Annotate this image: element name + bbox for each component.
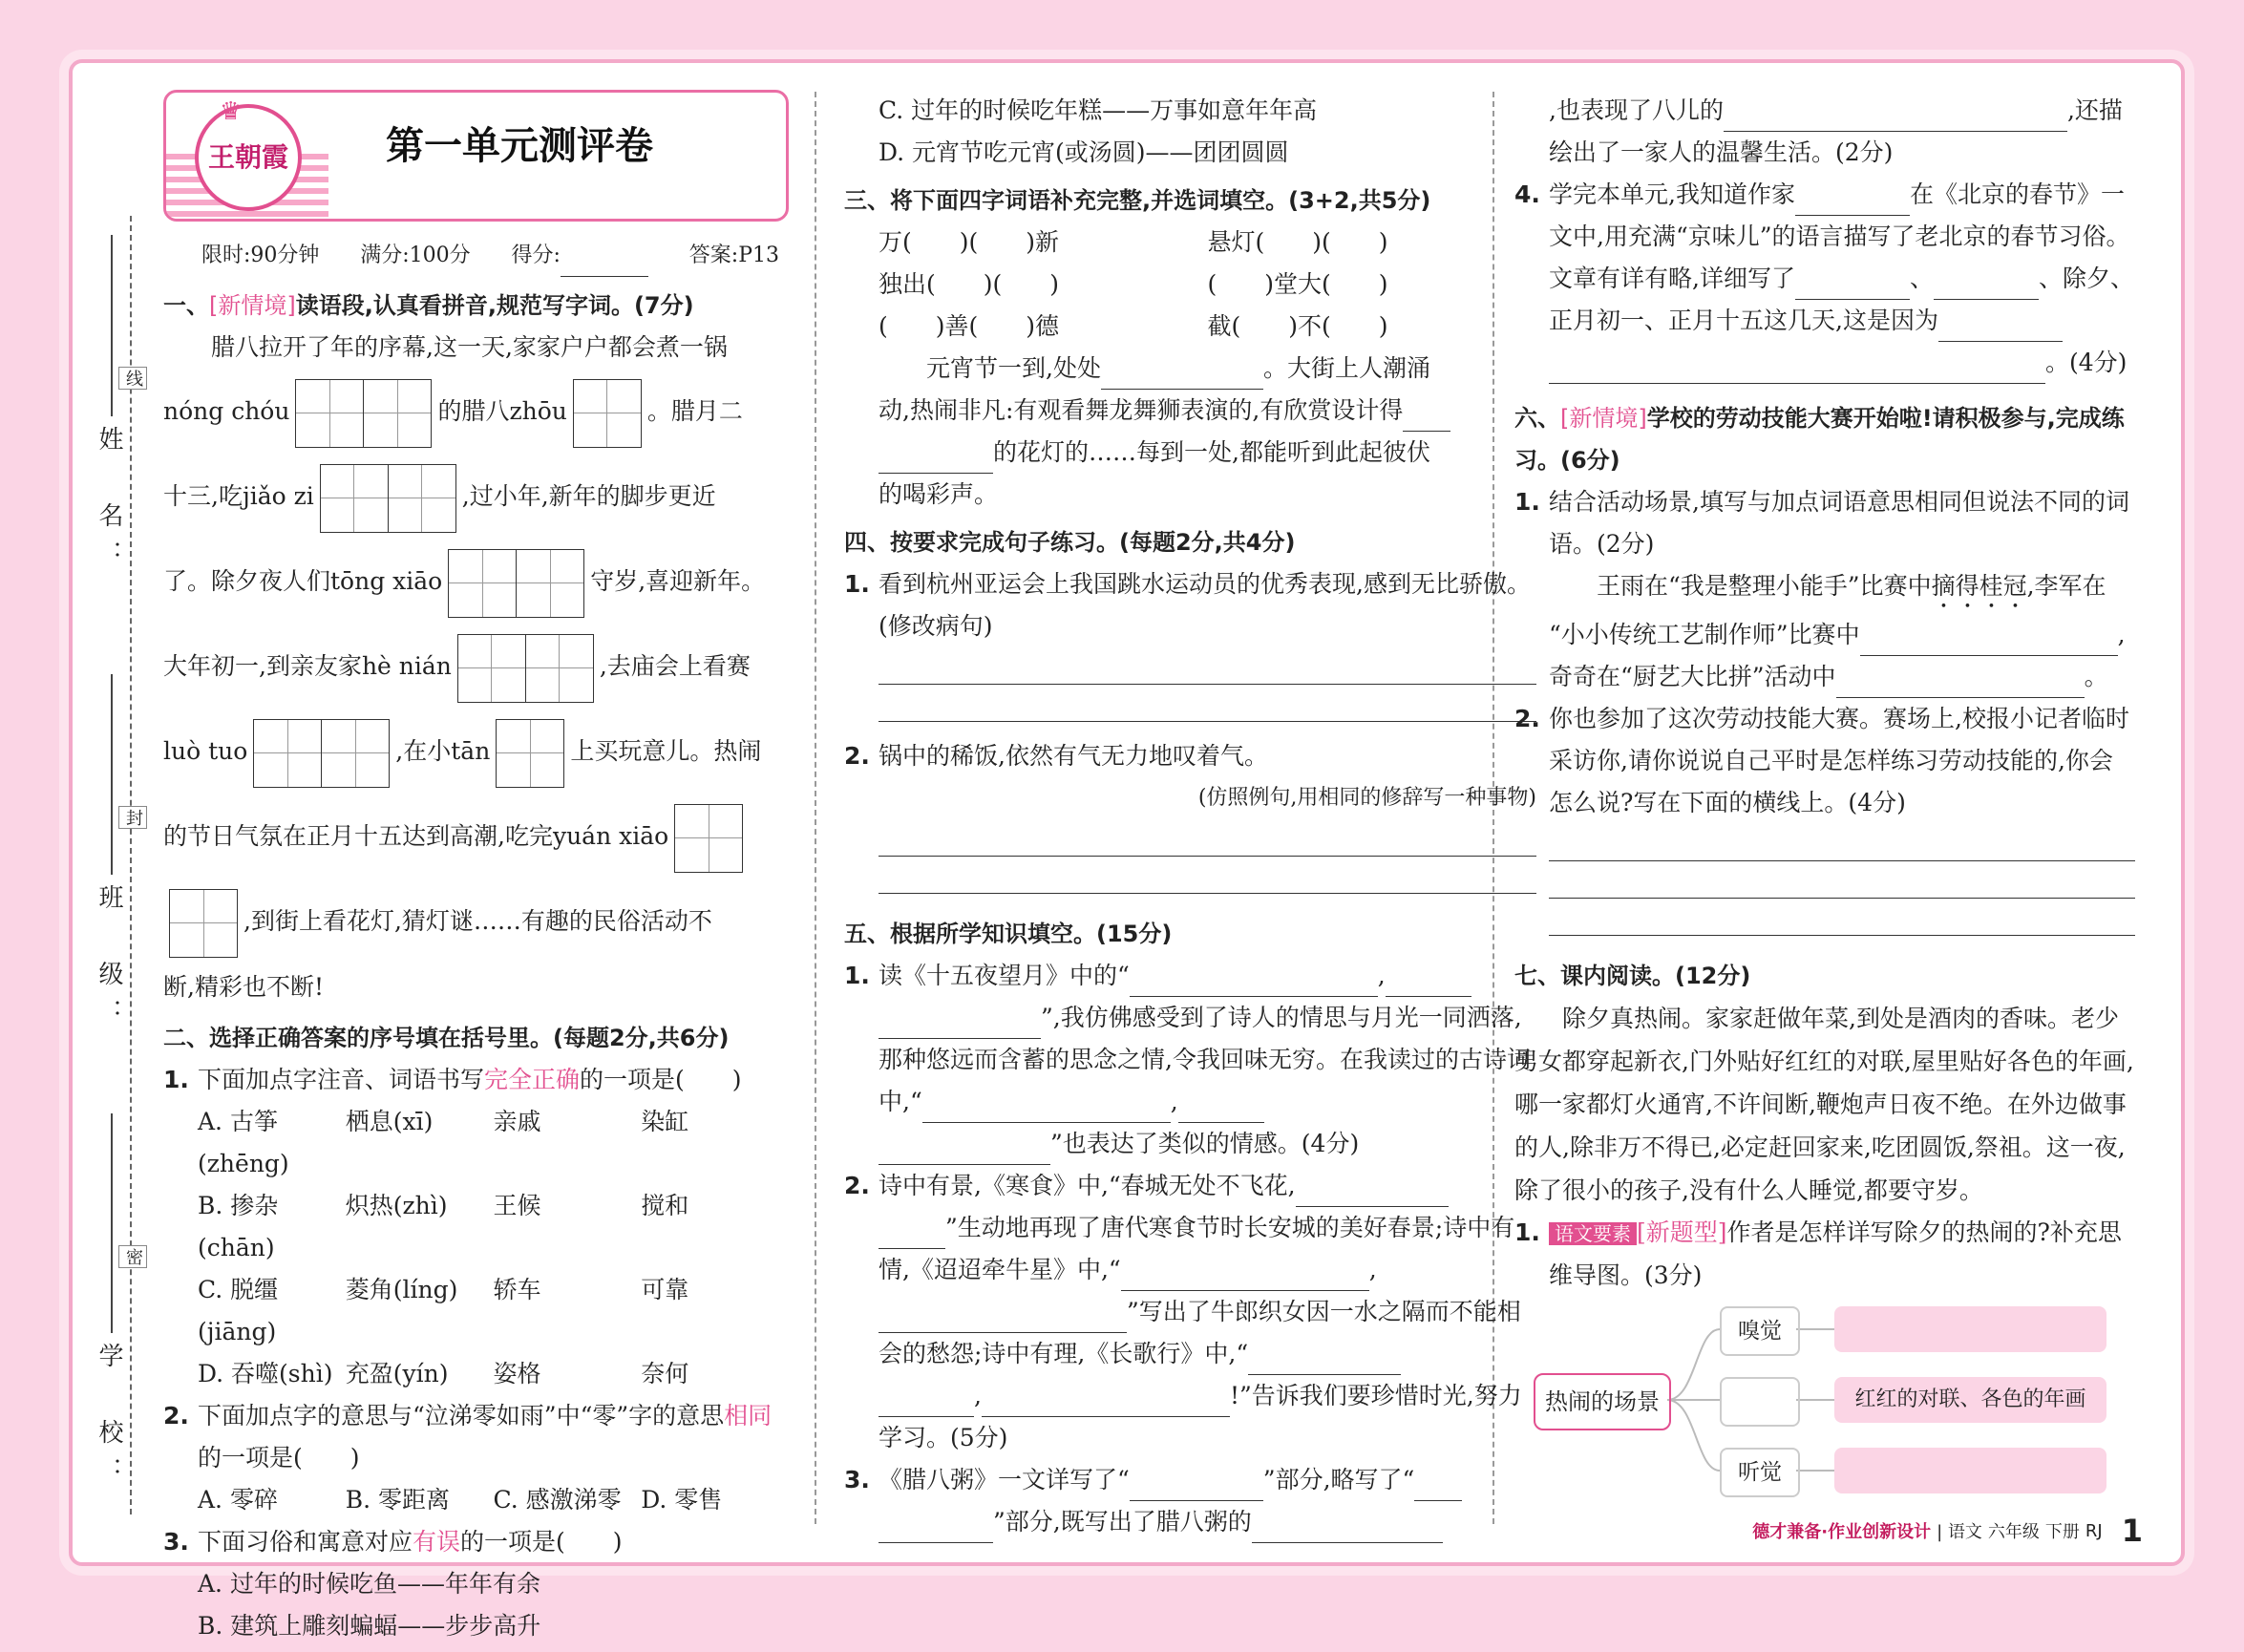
page-title: 第一单元测评卷 — [386, 124, 653, 168]
answer-line[interactable] — [1549, 861, 2135, 899]
answer-blank[interactable] — [1549, 358, 2045, 384]
mind-map — [1514, 1306, 2135, 1497]
s6-question-1: 1. 结合活动场景,填写与加点词语意思相同但说法不同的词语。(2分) — [1514, 488, 2129, 558]
answer-line[interactable] — [1549, 899, 2135, 936]
answer-blank[interactable] — [982, 1391, 1230, 1417]
s1-para: 腊八拉开了年的序幕,这一天,家家户户都会煮一锅 — [211, 333, 728, 361]
mind-leaf-sight: 红红的对联、各色的年画 — [1834, 1377, 2106, 1423]
char-grid[interactable] — [573, 379, 642, 448]
section-4-title: 四、按要求完成句子练习。(每题2分,共4分) — [844, 529, 1296, 556]
s5-question-1: 1. 读《十五夜望月》中的“ , ”,我仿佛感受到了诗人的情思与月光一同洒落,那种悠远而含蓄的思念之情,令我回味无穷。在我读过的古诗词中,“ , ”也表达了类似的情感。(4分) — [844, 955, 1536, 1165]
section-6-title: 六、[新情境]学校的劳动技能大赛开始啦!请积极参与,完成练习。(6分) — [1514, 405, 2125, 474]
s2-question-3: 3. 下面习俗和寓意对应有误的一项是( ) — [163, 1528, 623, 1556]
answer-line[interactable] — [879, 647, 1536, 685]
answer-blank[interactable] — [1130, 971, 1378, 997]
answer-blank[interactable] — [1101, 364, 1263, 390]
pinyin: hè nián — [361, 652, 452, 680]
footer-brand: 德才兼备·作业创新设计 — [1752, 1522, 1932, 1542]
answer-blank[interactable] — [879, 1307, 1127, 1333]
char-grid[interactable] — [320, 464, 456, 533]
s6-q1-line2: “小小传统工艺制作师”比赛中 , — [1514, 614, 2135, 656]
mind-node-hearing: 听觉 — [1720, 1448, 1800, 1497]
footer-grade: 六年级 — [1987, 1522, 2040, 1542]
name-blank[interactable] — [111, 235, 113, 416]
time-limit: 限时:90分钟 — [201, 244, 320, 267]
s2-question-2: 2. 下面加点字的意思与“泣涕零如雨”中“零”字的意思相同的一项是( ) — [163, 1402, 773, 1472]
option-c[interactable]: C. 过年的时候吃年糕——万事如意年年高 — [879, 96, 1318, 124]
answer-blank[interactable] — [879, 1517, 993, 1543]
s2-question-1: 1. 下面加点字注音、词语书写完全正确的一项是( ) — [163, 1066, 742, 1093]
school-blank[interactable] — [111, 1113, 113, 1333]
section-2-title: 二、选择正确答案的序号填在括号里。(每题2分,共6分) — [163, 1025, 730, 1051]
option-row[interactable]: B. 掺杂(chān) 炽热(zhì) 王候 搅和 — [198, 1192, 689, 1261]
pinyin: tōng xiāo — [330, 567, 443, 595]
char-grid[interactable] — [295, 379, 432, 448]
pinyin: yuán xiāo — [552, 822, 669, 850]
page-number: 1 — [2121, 1513, 2143, 1549]
binding-strip — [73, 63, 159, 1562]
answer-blank[interactable] — [1724, 106, 2067, 132]
header-box — [163, 90, 789, 222]
column-right — [1514, 90, 2135, 1497]
pinyin: zhōu — [509, 397, 567, 425]
answer-line[interactable] — [879, 685, 1536, 722]
s1-end: 断,精彩也不断! — [163, 973, 324, 1001]
section-3-title: 三、将下面四字词语补充完整,并选词填空。(3+2,共5分) — [844, 187, 1431, 214]
class-label: 班 级： — [95, 884, 123, 1037]
char-grid[interactable] — [448, 549, 584, 618]
word-row[interactable]: ( )善( )德 截( )不( ) — [879, 312, 1388, 340]
name-label: 姓 名： — [95, 426, 123, 579]
page-footer — [1752, 1513, 2143, 1549]
answer-blank[interactable] — [1934, 274, 2039, 300]
answer-blank[interactable] — [1178, 1097, 1264, 1123]
mind-node-smell: 嗅觉 — [1720, 1306, 1800, 1356]
s5-question-2: 2. 诗中有景,《寒食》中,“春城无处不飞花, ”生动地再现了唐代寒食节时长安城的美好春景;诗中有情,《迢迢牵牛星》中,“ , ”写出了牛郎织女因一水之隔而不能相会的愁怨;诗中有理,《长歌行》中,“ , !”告诉我们要珍惜时光,努力学习。(5分) — [844, 1172, 1522, 1451]
section-1-body: 腊八拉开了年的序幕,这一天,家家户户都会煮一锅 nóng chóu 的腊八zhōu 。腊月二 十三,吃jiǎo zi ,过小年,新年的脚步更近 了。除夕夜人们tōng xiāo 守岁,喜迎新年。 大年初一,到亲友家hè nián ,去庙会上看赛 luò tuo ,在小tān 上买玩意儿。热闹 的节日气氛在正月十五达到高潮,吃完yuán xiāo ,到街上看花灯,猜灯谜……有趣的民俗活动不 断,精彩也不断! — [163, 327, 789, 1011]
reading-passage: 除夕真热闹。家家赶做年菜,到处是酒肉的香味。老少男女都穿起新衣,门外贴好红红的对联,屋里贴好各色的年画,哪一家都灯火通宵,不许间断,鞭炮声日夜不绝。在外边做事的人,除非万不得已,必定赶回家来,吃团圆饭,祭祖。这一夜,除了很小的孩子,没有什么人睡觉,都要守岁。 — [1514, 1005, 2134, 1204]
answer-blank[interactable] — [879, 1013, 1041, 1039]
mind-leaf-blank[interactable] — [1834, 1448, 2106, 1493]
answer-blank[interactable] — [879, 448, 993, 474]
answer-line[interactable] — [1549, 824, 2135, 861]
answer-blank[interactable] — [1414, 1475, 1462, 1501]
s4-question-2: 2. 锅中的稀饭,依然有气无力地叹着气。 — [844, 742, 1268, 770]
pinyin: nóng chóu — [163, 397, 290, 425]
answer-blank[interactable] — [1121, 1265, 1369, 1291]
answer-blank[interactable] — [1836, 672, 2085, 698]
footer-edition: RJ — [2085, 1520, 2103, 1541]
answer-blank[interactable] — [879, 1391, 974, 1417]
char-grid[interactable] — [457, 634, 594, 703]
s5-question-4: 4. 学完本单元,我知道作家 在《北京的春节》一文中,用充满“京味儿”的语言描写了老北京的春节习俗。文章有详有略,详细写了 、 、除夕、正月初一、正月十五这几天,这是因为 。(4分) — [1514, 174, 2135, 384]
s6-question-2: 2. 你也参加了这次劳动技能大赛。赛场上,校报小记者临时采访你,请你说说自己平时是怎样练习劳动技能的,你会怎么说?写在下面的横线上。(4分) — [1514, 705, 2129, 816]
seal-mark-line: 线 — [118, 367, 147, 390]
answer-blank[interactable] — [922, 1097, 1171, 1123]
pinyin: tān — [451, 737, 491, 765]
s6-q1-line3: 奇奇在“厨艺大比拼”活动中 。 — [1514, 656, 2135, 698]
answer-blank[interactable] — [1795, 190, 1910, 216]
footer-term: 下册 — [2044, 1522, 2080, 1542]
binding-dashed-line — [130, 216, 132, 1514]
exam-paper — [69, 59, 2185, 1640]
answer-blank[interactable] — [1252, 1517, 1443, 1543]
word-row[interactable]: 万( )( )新 悬灯( )( ) — [879, 228, 1388, 256]
crown-icon: ♛ — [220, 97, 243, 126]
char-grid[interactable] — [496, 719, 564, 788]
pinyin: luò tuo — [163, 737, 248, 765]
mind-leaf-blank[interactable] — [1834, 1306, 2106, 1352]
footer-subject: | 语文 — [1937, 1522, 1982, 1542]
school-label: 学 校： — [95, 1343, 123, 1495]
answer-blank[interactable] — [879, 1223, 945, 1249]
s5-question-3: 3. 《腊八粥》一文详写了“ ”部分,略写了“ ”部分,既写出了腊八粥的 — [844, 1459, 1536, 1543]
char-grid[interactable] — [674, 804, 743, 873]
column-middle — [844, 90, 1536, 1543]
option-row[interactable]: A. 古筝(zhēng) 栖息(xī) 亲戚 染缸 — [198, 1108, 689, 1177]
char-grid[interactable] — [169, 889, 238, 958]
s6-q1-line1: 王雨在“我是整理小能手”比赛中摘得桂冠,李军在 — [1597, 572, 2106, 600]
answer-blank[interactable] — [1860, 630, 2118, 656]
seal-mark-secret: 密 — [118, 1245, 147, 1268]
answer-line[interactable] — [879, 819, 1536, 857]
mind-node-blank[interactable] — [1720, 1377, 1800, 1427]
s7-question-1: 1. 语文要素 [新题型]作者是怎样详写除夕的热闹的?补充思维导图。(3分) — [1514, 1218, 2122, 1289]
seal-mark-seal: 封 — [118, 806, 147, 829]
word-row[interactable]: 独出( )( ) ( )堂大( ) — [879, 270, 1388, 298]
answer-blank[interactable] — [1938, 316, 2063, 342]
option-d[interactable]: D. 元宵节吃元宵(或汤圆)——团团圆圆 — [879, 138, 1289, 166]
answer-ref: 答案:P13 — [688, 244, 779, 267]
column-left — [163, 90, 789, 1647]
s4-note: (仿照例句,用相同的修辞写一种事物) — [1197, 786, 1536, 810]
pinyin: jiǎo zi — [242, 482, 314, 510]
class-blank[interactable] — [111, 674, 113, 875]
answer-blank[interactable] — [1386, 971, 1471, 997]
s5-q3-continued: ,也表现了八儿的 ,还描绘出了一家人的温馨生活。(2分) — [1549, 96, 2123, 166]
column-divider — [815, 92, 816, 1524]
score-blank[interactable] — [561, 257, 648, 277]
char-grid[interactable] — [253, 719, 390, 788]
exam-meta — [163, 235, 789, 277]
full-score: 满分:100分 — [360, 244, 471, 267]
option-row[interactable]: C. 脱缰(jiāng) 菱角(líng) 轿车 可靠 — [198, 1276, 689, 1345]
s3-passage: 元宵节一到,处处 。大街上人潮涌 动,热闹非凡:有观看舞龙舞狮表演的,有欣赏设计得 的花灯的……每到一处,都能听到此起彼伏 的喝彩声。 — [844, 348, 1536, 516]
section-1-title: 一、[新情境]读语段,认真看拼音,规范写字词。(7分) — [163, 292, 694, 319]
answer-blank[interactable] — [1403, 406, 1450, 432]
option-row[interactable]: D. 吞噬(shì) 充盈(yín) 姿格 奈何 — [198, 1360, 689, 1387]
option-row[interactable]: A. 零碎 B. 零距离 C. 感激涕零 D. 零售 — [198, 1486, 723, 1514]
answer-line[interactable] — [879, 857, 1536, 894]
answer-blank[interactable] — [1248, 1349, 1401, 1375]
answer-blank[interactable] — [1296, 1181, 1449, 1207]
s4-question-1: 1. 看到杭州亚运会上我国跳水运动员的优秀表现,感到无比骄傲。(修改病句) — [844, 570, 1531, 640]
brand-logo: 王朝霞 — [195, 104, 302, 211]
mind-map-root: 热闹的场景 — [1534, 1373, 1671, 1430]
section-5-title: 五、根据所学知识填空。(15分) — [844, 921, 1173, 947]
option-a[interactable]: A. 过年的时候吃鱼——年年有余 — [198, 1570, 540, 1598]
answer-blank[interactable] — [879, 1139, 1050, 1165]
answer-blank[interactable] — [1795, 274, 1910, 300]
option-b[interactable]: B. 建筑上雕刻蝙蝠——步步高升 — [198, 1612, 541, 1640]
score-label: 得分: — [511, 244, 561, 267]
answer-blank[interactable] — [1130, 1475, 1263, 1501]
section-7-title: 七、课内阅读。(12分) — [1514, 963, 1751, 989]
